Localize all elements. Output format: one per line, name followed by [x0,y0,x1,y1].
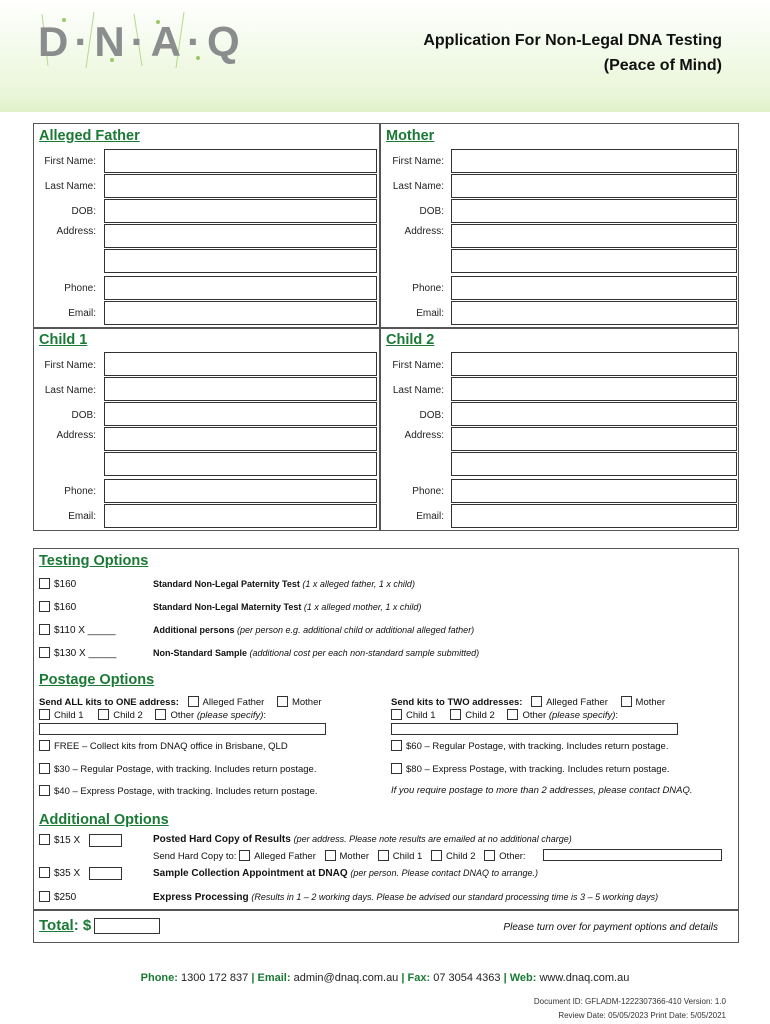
c1-email-input[interactable] [104,504,377,528]
title-line-1: Application For Non-Legal DNA Testing [423,32,722,49]
express-price: $250 [54,892,77,903]
c1-last-name-label: Last Name: [44,385,96,396]
additional-options-heading: Additional Options [39,812,169,828]
total-word: Total [39,917,74,934]
m-address-label: Address: [404,226,444,237]
c1-email-label: Email: [68,511,96,522]
two-other-label: Other [522,710,547,721]
footer-phone: 1300 172 837 [181,972,249,984]
hc-other-checkbox[interactable] [484,850,495,861]
hard-copy-price: $15 X [54,835,81,846]
postage-free-checkbox[interactable] [39,740,50,751]
c2-address-label: Address: [404,430,444,441]
maternity-name: Standard Non-Legal Maternity Test [153,602,302,612]
postage-free-collect [39,740,288,752]
footer-fax: 07 3054 4363 [433,972,501,984]
one-address-other-input[interactable] [39,723,326,735]
non-standard-checkbox[interactable] [39,647,50,658]
postage-30-checkbox[interactable] [39,763,50,774]
m-last-name-input[interactable] [451,174,737,198]
c2-phone-label: Phone: [412,486,444,497]
one-af-checkbox[interactable] [188,696,199,707]
c1-address-input-2[interactable] [104,452,377,476]
m-first-name-input[interactable] [451,149,737,173]
two-mother-label: Mother [635,697,666,708]
additional-persons-checkbox[interactable] [39,624,50,635]
two-child2-label: Child 2 [465,710,495,721]
maternity-price: $160 [54,602,77,613]
af-dob-label: DOB: [71,206,96,217]
alleged-father-heading: Alleged Father [39,128,140,144]
testing-option-paternity [39,578,76,590]
c1-address-label: Address: [56,430,96,441]
one-address-label: Send ALL kits to ONE address: [39,697,179,708]
maternity-description [153,602,421,612]
hard-copy-name: Posted Hard Copy of Results [153,834,291,845]
c1-dob-label: DOB: [71,410,96,421]
m-dob-input[interactable] [451,199,737,223]
express-description [153,892,658,903]
hc-child1-label: Child 1 [392,851,423,862]
two-other-specify: (please specify) [548,710,616,721]
one-other-specify: (please specify) [196,710,264,721]
one-other-colon: : [263,710,267,721]
two-child1-label: Child 1 [406,710,436,721]
af-last-name-label: Last Name: [44,181,96,192]
one-mother-checkbox[interactable] [277,696,288,707]
m-address-input-1[interactable] [451,224,737,248]
additional-persons-desc: (per person e.g. additional child or additional alleged father) [237,625,475,635]
send-hard-copy-label: Send Hard Copy to: [153,851,237,862]
paternity-name: Standard Non-Legal Paternity Test [153,579,300,589]
postage-80-express [391,763,670,775]
person-divider-horizontal [33,327,739,329]
footer-sep-1: | [251,972,255,984]
hard-copy-other-input[interactable] [543,849,722,861]
paternity-checkbox[interactable] [39,578,50,589]
af-email-label: Email: [68,308,96,319]
postage-40-checkbox[interactable] [39,785,50,796]
page-title [423,28,722,78]
two-other-checkbox[interactable] [507,709,518,720]
af-first-name-input[interactable] [104,149,377,173]
footer-phone-label: Phone: [140,972,178,984]
express-name: Express Processing [153,892,249,903]
hard-copy-description [153,834,572,845]
hard-copy-quantity-input[interactable] [89,834,122,847]
af-phone-label: Phone: [64,283,96,294]
one-other-checkbox[interactable] [155,709,166,720]
c1-first-name-label: First Name: [44,360,96,371]
postage-30-label: $30 – Regular Postage, with tracking. Includes return postage. [54,764,317,775]
sample-collection-price-row [39,867,80,879]
sample-collection-desc: (per person. Please contact DNAQ to arrange.) [350,868,539,878]
sample-collection-price: $35 X [54,868,81,879]
c1-phone-input[interactable] [104,479,377,503]
footer-sep-3: | [503,972,507,984]
hard-copy-desc: (per address. Please note results are emailed at no additional charge) [293,834,572,844]
express-checkbox[interactable] [39,891,50,902]
hc-child2-checkbox[interactable] [431,850,442,861]
two-address-other-input[interactable] [391,723,678,735]
one-address-children-row [39,709,266,721]
send-hard-copy-row [153,850,526,862]
testing-option-maternity [39,601,76,613]
additional-persons-name: Additional persons [153,625,235,635]
footer-email[interactable]: admin@dnaq.com.au [293,972,399,984]
c2-phone-input[interactable] [451,479,737,503]
hc-af-label: Alleged Father [254,851,316,862]
af-dob-input[interactable] [104,199,377,223]
footer-web-label: Web: [509,972,537,984]
one-child1-checkbox[interactable] [39,709,50,720]
sample-collection-quantity-input[interactable] [89,867,122,880]
one-child1-label: Child 1 [54,710,84,721]
postage-40-label: $40 – Express Postage, with tracking. Includes return postage. [54,786,318,797]
sample-collection-name: Sample Collection Appointment at DNAQ [153,868,348,879]
two-address-row [391,696,665,708]
c1-phone-label: Phone: [64,486,96,497]
one-child2-label: Child 2 [113,710,143,721]
one-af-label: Alleged Father [202,697,265,708]
sample-collection-description [153,868,538,879]
af-first-name-label: First Name: [44,156,96,167]
one-address-row [39,696,322,708]
af-address-label: Address: [56,226,96,237]
non-standard-desc: (additional cost per each non-standard sample submitted) [249,648,480,658]
m-email-label: Email: [416,308,444,319]
af-last-name-input[interactable] [104,174,377,198]
postage-note: If you require postage to more than 2 addresses, please contact DNAQ. [391,785,693,796]
two-af-label: Alleged Father [546,697,608,708]
postage-options-heading: Postage Options [39,672,155,688]
additional-persons-description [153,625,474,635]
af-address-input-1[interactable] [104,224,377,248]
total-colon-dollar: : $ [73,917,92,934]
c2-last-name-input[interactable] [451,377,737,401]
two-address-label: Send kits to TWO addresses: [391,697,523,708]
child1-heading: Child 1 [39,332,88,348]
testing-option-additional-persons [39,624,116,636]
non-standard-description [153,648,479,658]
review-print-date: Review Date: 05/05/2023 Print Date: 5/05/2021 [558,1011,726,1020]
footer-contact [0,972,770,984]
total-input[interactable] [94,918,160,934]
testing-options-heading: Testing Options [39,553,149,569]
postage-60-regular [391,740,668,752]
total-label [39,917,91,934]
postage-free-label: FREE – Collect kits from DNAQ office in Brisbane, QLD [54,741,288,752]
postage-30-regular [39,763,316,775]
mother-heading: Mother [386,128,435,144]
m-phone-label: Phone: [412,283,444,294]
c2-email-input[interactable] [451,504,737,528]
hard-copy-checkbox[interactable] [39,834,50,845]
two-child2-checkbox[interactable] [450,709,461,720]
additional-persons-price: $110 X _____ [54,625,116,636]
c1-first-name-input[interactable] [104,352,377,376]
maternity-desc: (1 x alleged mother, 1 x child) [303,602,422,612]
paternity-price: $160 [54,579,77,590]
non-standard-name: Non-Standard Sample [153,648,248,658]
c2-dob-input[interactable] [451,402,737,426]
one-child2-checkbox[interactable] [98,709,109,720]
two-address-children-row [391,709,618,721]
m-last-name-label: Last Name: [392,181,444,192]
c1-address-input-1[interactable] [104,427,377,451]
af-phone-input[interactable] [104,276,377,300]
logo-wordmark: D·N·A·Q [38,18,246,65]
footer-email-label: Email: [257,972,291,984]
c2-last-name-label: Last Name: [392,385,444,396]
footer-sep-2: | [401,972,405,984]
one-other-label: Other [170,710,195,721]
one-mother-label: Mother [291,697,322,708]
sample-collection-checkbox[interactable] [39,867,50,878]
two-other-colon: : [615,710,619,721]
postage-60-checkbox[interactable] [391,740,402,751]
c1-dob-input[interactable] [104,402,377,426]
hc-mother-label: Mother [339,851,370,862]
m-address-input-2[interactable] [451,249,737,273]
footer-fax-label: Fax: [407,972,431,984]
testing-option-non-standard [39,647,116,659]
paternity-description [153,579,415,589]
af-address-input-2[interactable] [104,249,377,273]
non-standard-price: $130 X _____ [54,648,117,659]
turn-over-note: Please turn over for payment options and details [503,922,718,933]
two-af-checkbox[interactable] [531,696,542,707]
c1-last-name-input[interactable] [104,377,377,401]
m-email-input[interactable] [451,301,737,325]
express-price-row [39,891,76,903]
paternity-desc: (1 x alleged father, 1 x child) [302,579,415,589]
m-phone-input[interactable] [451,276,737,300]
c2-address-input-1[interactable] [451,427,737,451]
c2-first-name-input[interactable] [451,352,737,376]
child2-heading: Child 2 [386,332,435,348]
hc-mother-checkbox[interactable] [325,850,336,861]
c2-first-name-label: First Name: [392,360,444,371]
maternity-checkbox[interactable] [39,601,50,612]
m-dob-label: DOB: [419,206,444,217]
hc-child1-checkbox[interactable] [378,850,389,861]
two-child1-checkbox[interactable] [391,709,402,720]
postage-80-checkbox[interactable] [391,763,402,774]
c2-address-input-2[interactable] [451,452,737,476]
hc-af-checkbox[interactable] [239,850,250,861]
footer-web[interactable]: www.dnaq.com.au [539,972,630,984]
hc-child2-label: Child 2 [445,851,476,862]
express-desc: (Results in 1 – 2 working days. Please be advised our standard processing time is 3 – 5 working days) [251,892,659,902]
two-mother-checkbox[interactable] [621,696,632,707]
document-id: Document ID: GFLADM-1222307366-410 Version: 1.0 [533,997,726,1006]
postage-40-express [39,785,318,797]
m-first-name-label: First Name: [392,156,444,167]
title-line-2: (Peace of Mind) [603,57,722,74]
c2-email-label: Email: [416,511,444,522]
c2-dob-label: DOB: [419,410,444,421]
postage-60-label: $60 – Regular Postage, with tracking. Includes return postage. [406,741,669,752]
total-divider [33,909,739,911]
hard-copy-price-row [39,834,80,846]
af-email-input[interactable] [104,301,377,325]
postage-80-label: $80 – Express Postage, with tracking. Includes return postage. [406,764,670,775]
hc-other-label: Other: [499,851,526,862]
